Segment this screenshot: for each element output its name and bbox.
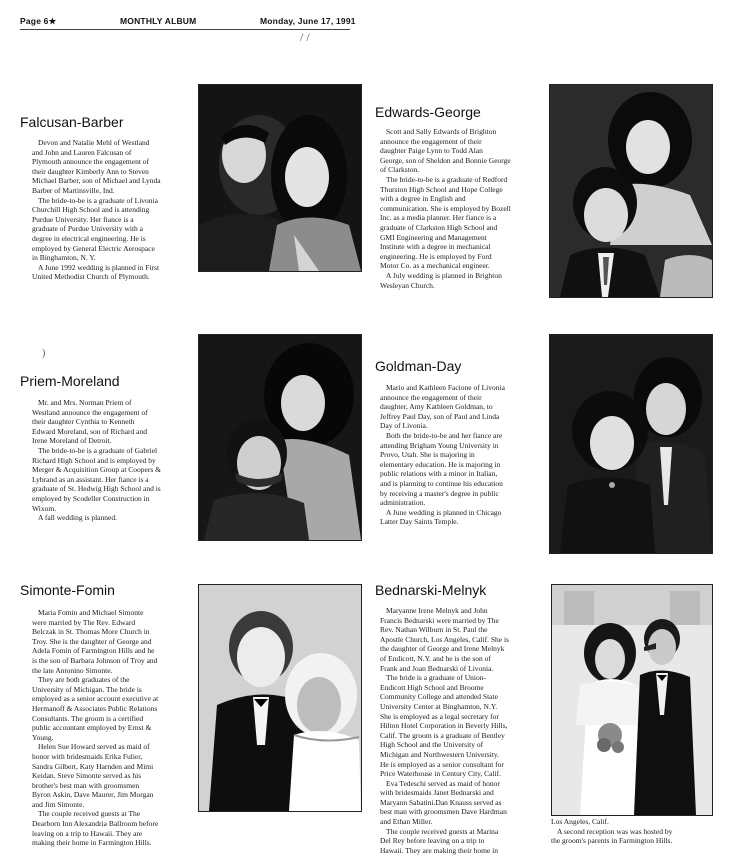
article-line: University Center at Binghamton, N.Y. bbox=[380, 701, 498, 711]
article-line: The couple received guests at Marina bbox=[386, 826, 499, 836]
article-line: Keidan. Steve Simonte served as his bbox=[32, 771, 142, 781]
article-line: The bride-to-be is a graduate of Livonia bbox=[38, 195, 158, 205]
article-line: Hilton Hotel Corporation in Beverly Hills, bbox=[380, 721, 508, 731]
article-line: with a degree in English and bbox=[380, 194, 466, 204]
article-line: elementary education. He is majoring in bbox=[380, 459, 501, 469]
article-body bbox=[380, 383, 540, 527]
article-headline: Simonte-Fomin bbox=[20, 582, 115, 598]
article-line: Wixom. bbox=[32, 503, 57, 513]
photo-image bbox=[552, 585, 712, 815]
article-line: Plymouth announce the engagement of bbox=[32, 157, 150, 167]
article-line: Hawaii. They are making their home in bbox=[380, 845, 498, 855]
article-line: Edward Moreland, son of Richard and bbox=[32, 426, 147, 436]
article-line: They are both graduates of the bbox=[38, 675, 130, 685]
article-line: Calif. The groom is a graduate of Bentley bbox=[380, 730, 505, 740]
article-line: attending Brigham Young University in bbox=[380, 440, 499, 450]
article-body bbox=[380, 127, 540, 290]
article-line: the late Antonino Simonte. bbox=[32, 665, 113, 675]
article-line: their daughter Kimberly Ann to Steven bbox=[32, 166, 149, 176]
article-continuation bbox=[551, 817, 672, 846]
article-line: degree in electrical engineering. He is bbox=[32, 233, 146, 243]
article-line: Churchill High School and is attending bbox=[32, 205, 150, 215]
article-line: Scott and Sally Edwards of Brighton bbox=[386, 127, 497, 136]
publication-name: MONTHLY ALBUM bbox=[120, 16, 197, 26]
article-line: is the son of Barbara Johnson of Troy and bbox=[32, 655, 158, 665]
couple-photo bbox=[198, 334, 362, 541]
stray-pen-mark: / / bbox=[300, 30, 310, 44]
continuation-line: Los Angeles, Calif. bbox=[551, 817, 609, 826]
article-line: public accountant employed by Ernst & bbox=[32, 723, 152, 733]
article-line: in Binghamton, N. Y. bbox=[32, 253, 96, 263]
article-headline: Bednarski-Melnyk bbox=[375, 582, 487, 598]
couple-photo bbox=[198, 84, 362, 272]
article-line: GMI Engineering and Management bbox=[380, 232, 487, 242]
article-line: Rev. Nathan Wilburn in St. Paul the bbox=[380, 625, 488, 635]
continuation-line: A second reception was was hosted by bbox=[557, 826, 673, 836]
article-line: graduate of St. Hedwig High School and is bbox=[32, 484, 161, 494]
article-line: Endicott High School and Broome bbox=[380, 682, 484, 692]
article-line: Jeffrey Paul Day, son of Paul and Linda bbox=[380, 411, 500, 421]
article-line: daughter, Amy Kathleen Goldman, to bbox=[380, 402, 493, 412]
article-line: A June 1992 wedding is planned in First bbox=[38, 262, 160, 272]
article-line: public relations with a minor in Italian, bbox=[380, 469, 498, 479]
article-line: the daughter of George and Irene Melnyk bbox=[380, 644, 505, 654]
article-body bbox=[32, 398, 192, 523]
article-line: announce the engagement of their bbox=[380, 136, 482, 146]
article-line: Troy. She is the daughter of George and bbox=[32, 636, 152, 646]
article-line: best man with groomsmen Dave Hardman bbox=[380, 807, 507, 817]
article-line: Michael Barber, son of Michael and Lynda bbox=[32, 176, 161, 186]
couple-photo bbox=[549, 334, 713, 554]
article-line: A fall wedding is planned. bbox=[38, 513, 117, 523]
article-line: Young. bbox=[32, 732, 54, 742]
article-line: making their home in Farmington Hills. bbox=[32, 838, 152, 848]
article-body bbox=[32, 608, 192, 848]
article-line: Michigan and Northwestern University. bbox=[380, 749, 500, 759]
article-line: Maryann Sabatini.Dan Knauss served as bbox=[380, 797, 502, 807]
article-line: She is employed as a legal secretary for bbox=[380, 711, 499, 721]
photo-image bbox=[550, 85, 712, 297]
photo-image bbox=[199, 85, 361, 271]
article-line: Maria Fomin and Michael Simonte bbox=[38, 608, 144, 617]
article-line: honor with bridesmaids Erika Fulier, bbox=[32, 751, 143, 761]
article-line: announce the engagement of their bbox=[380, 392, 482, 402]
article-line: George, son of Sheldon and Bonnie George bbox=[380, 155, 511, 165]
photo-image bbox=[199, 335, 361, 540]
article-line: Frank and Joan Bednarski of Livonia. bbox=[380, 663, 494, 673]
article-line: Adela Fomin of Farmington Hills and he bbox=[32, 646, 155, 656]
couple-photo bbox=[549, 84, 713, 298]
article-line: Wesleyan Church. bbox=[380, 280, 435, 290]
article-line: Eva Tedeschi served as maid of honor bbox=[386, 778, 500, 788]
article-line: Thurston High School and Hope College bbox=[380, 184, 503, 194]
article-line: Latter Day Saints Temple. bbox=[380, 517, 459, 527]
article-line: Institute with a degree in mechanical bbox=[380, 242, 491, 252]
article-headline: Edwards-George bbox=[375, 104, 481, 120]
article-line: Merger & Acquisition Group at Coopers & bbox=[32, 465, 162, 475]
article-line: of Endicott, N.Y. and he is the son of bbox=[380, 653, 491, 663]
page-header bbox=[20, 16, 356, 30]
article-line: The bride-to-be is a graduate of Gabriel bbox=[38, 445, 158, 455]
article-line: Purdue University. Her fiance is a bbox=[32, 214, 134, 224]
article-headline: Goldman-Day bbox=[375, 358, 462, 374]
article-line: Motor Co. as a mechanical engineer. bbox=[380, 261, 490, 271]
article-line: University of Michigan. The bride is bbox=[32, 684, 142, 694]
article-line: A June wedding is planned in Chicago bbox=[386, 507, 502, 517]
article-line: employed by Scodeller Construction in bbox=[32, 493, 150, 503]
article-line: communication. She is employed by Bozell bbox=[380, 203, 511, 213]
article-line: with bridesmaids Janet Bednarski and bbox=[380, 788, 494, 798]
article-line: Consultants. The groom is a certified bbox=[32, 713, 144, 723]
article-line: Price Waterhouse in Century City, Calif. bbox=[380, 769, 502, 779]
continuation-line: the groom's parents in Farmington Hills. bbox=[551, 836, 673, 846]
article-line: of Clarkston. bbox=[380, 165, 420, 175]
article-line: Sandra Gilbert, Katy Harnden and Mimi bbox=[32, 761, 154, 771]
couple-photo bbox=[198, 584, 362, 812]
article-line: and is planning to continue his education bbox=[380, 478, 503, 488]
article-line: Devon and Natalie Mehl of Westland bbox=[38, 138, 150, 147]
article-line: Maryanne Irene Melnyk and John bbox=[386, 606, 488, 615]
photo-image bbox=[199, 585, 361, 811]
article-line: by receiving a master's degree in public bbox=[380, 488, 499, 498]
article-line: Mario and Kathleen Facione of Livonia bbox=[386, 383, 505, 392]
article-line: High School and the University of bbox=[380, 740, 484, 750]
article-line: Del Rey before leaving on a trip to bbox=[380, 836, 485, 846]
page-number: Page 6★ bbox=[20, 16, 57, 26]
article-body bbox=[32, 138, 192, 282]
article-line: Irene Moreland of Detroit. bbox=[32, 436, 112, 446]
article-line: Both the bride-to-be and her fiance are bbox=[386, 430, 503, 440]
article-line: their daughter Cynthia to Kenneth bbox=[32, 417, 135, 427]
article-line: Dearborn Inn Alexandria Ballroom before bbox=[32, 819, 159, 829]
article-headline: Priem-Moreland bbox=[20, 373, 120, 389]
article-line: Inc. as a media planner. Her fiance is a bbox=[380, 213, 497, 223]
article-line: were married by The Rev. Edward bbox=[32, 617, 136, 627]
article-line: He is employed as a senior consultant for bbox=[380, 759, 504, 769]
article-line: Barber of Martinsville, Ind. bbox=[32, 185, 115, 195]
article-line: and John and Lauren Falcusan of bbox=[32, 147, 132, 157]
photo-image bbox=[550, 335, 712, 553]
article-line: Richard High School and is employed by bbox=[32, 455, 156, 465]
article-line: Belczak in St. Thomas More Church in bbox=[32, 627, 150, 637]
article-line: The bride-to-be is a graduate of Redford bbox=[386, 174, 508, 184]
issue-date: Monday, June 17, 1991 bbox=[260, 16, 356, 26]
article-line: Day of Livonia. bbox=[380, 421, 428, 431]
article-line: Francis Bednarski were married by The bbox=[380, 615, 499, 625]
article-line: Community College and attended State bbox=[380, 692, 498, 702]
article-line: Byron Askin, Dave Maurer, Jim Morgan bbox=[32, 790, 154, 800]
article-line: engineering. He is employed by Ford bbox=[380, 251, 492, 261]
article-line: Lybrand as an assistant. Her fiance is a bbox=[32, 474, 149, 484]
article-line: graduate of Purdue University with a bbox=[32, 224, 144, 234]
stray-mark: ) bbox=[42, 348, 46, 359]
article-line: employed as a senior account executive at bbox=[32, 694, 159, 704]
article-line: Hermanoff & Associates Public Relations bbox=[32, 703, 158, 713]
article-line: employed by General Electric Aerospace bbox=[32, 243, 155, 253]
article-body bbox=[380, 606, 540, 855]
article-line: United Methodist Church of Plymouth. bbox=[32, 272, 150, 282]
article-line: administration. bbox=[380, 498, 426, 508]
article-line: Provo, Utah. She is majoring in bbox=[380, 450, 475, 460]
article-line: and Ethan Miller. bbox=[380, 817, 433, 827]
article-line: Helen Sue Howard served as maid of bbox=[38, 742, 150, 752]
article-line: graduate of Clarkston High School and bbox=[380, 222, 498, 232]
article-line: Apostle Church, Los Angeles, Calif. She is bbox=[380, 634, 509, 644]
article-line: The couple received guests at The bbox=[38, 809, 141, 819]
article-headline: Falcusan-Barber bbox=[20, 114, 124, 130]
article-line: leaving on a trip to Hawaii. They are bbox=[32, 828, 143, 838]
article-line: Westland announce the engagement of bbox=[32, 407, 148, 417]
article-line: daughter Paige Lynn to Todd Alan bbox=[380, 146, 483, 156]
wedding-photo bbox=[551, 584, 713, 816]
article-line: brother's best man with groomsmen bbox=[32, 780, 140, 790]
article-line: Mr. and Mrs. Norman Priem of bbox=[38, 398, 132, 407]
article-line: A July wedding is planned in Brighton bbox=[386, 270, 502, 280]
article-line: and Jim Simonte. bbox=[32, 799, 85, 809]
article-line: The bride is a graduate of Union- bbox=[386, 673, 486, 683]
